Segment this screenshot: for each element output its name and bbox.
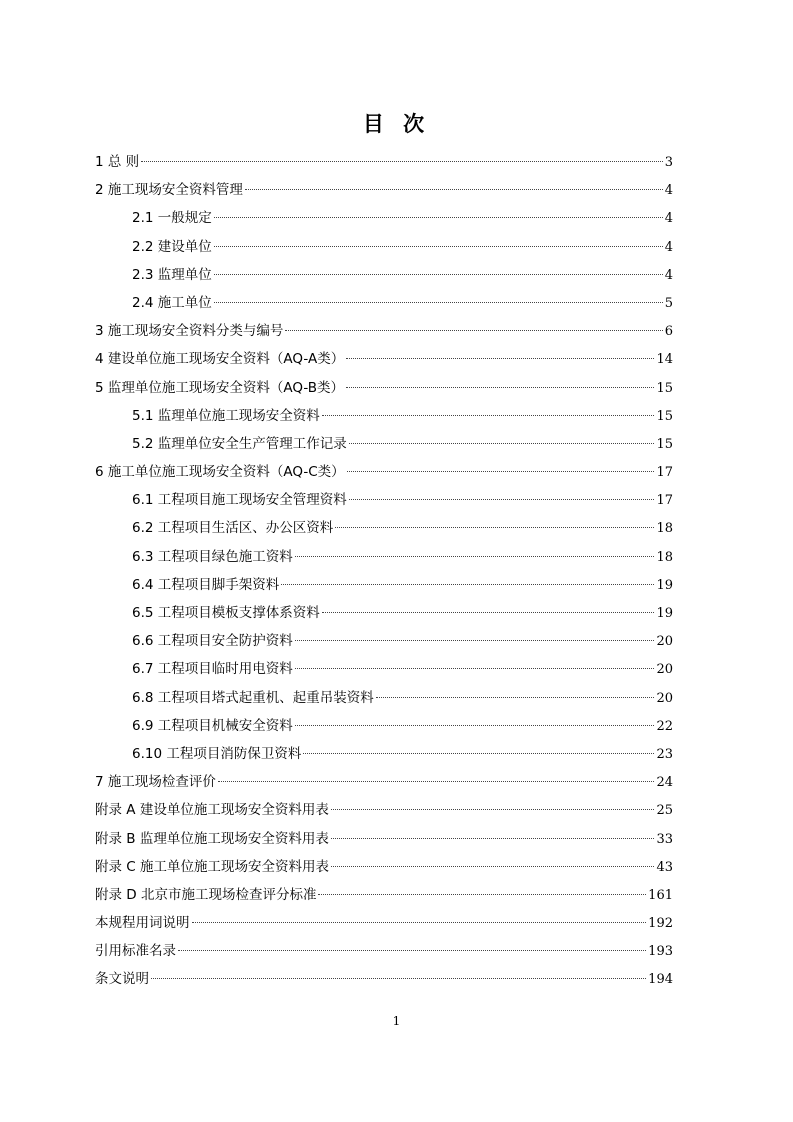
toc-dot-leader: [295, 556, 655, 557]
toc-entry-label: 5.2 监理单位安全生产管理工作记录: [132, 435, 347, 452]
toc-dot-leader: [346, 387, 654, 388]
toc-entry-label: 2.4 施工单位: [132, 294, 212, 311]
toc-entry-page: 161: [648, 887, 673, 903]
toc-entry[interactable]: [95, 853, 673, 881]
toc-dot-leader: [192, 922, 647, 923]
toc-entry-page: 4: [664, 239, 673, 255]
toc-entry-label: 附录 A 建设单位施工现场安全资料用表: [95, 802, 329, 819]
toc-dot-leader: [214, 246, 663, 247]
toc-dot-leader: [318, 894, 646, 895]
toc-dot-leader: [322, 612, 655, 613]
toc-entry[interactable]: [95, 430, 673, 458]
toc-dot-leader: [331, 809, 655, 810]
toc-dot-leader: [303, 753, 654, 754]
toc-entry-label: 6.1 工程项目施工现场安全管理资料: [132, 492, 347, 509]
toc-entry[interactable]: [95, 543, 673, 571]
toc-dot-leader: [214, 274, 663, 275]
toc-entry-page: 17: [656, 493, 673, 509]
toc-entry[interactable]: [95, 204, 673, 232]
toc-entry-label: 5 监理单位施工现场安全资料（AQ-B类）: [95, 379, 345, 396]
toc-entry[interactable]: [95, 261, 673, 289]
toc-entry-label: 6.8 工程项目塔式起重机、起重吊装资料: [132, 689, 374, 706]
toc-entry-label: 6.7 工程项目临时用电资料: [132, 661, 293, 678]
toc-entry[interactable]: [95, 825, 673, 853]
toc-entry-label: 附录 C 施工单位施工现场安全资料用表: [95, 858, 330, 875]
toc-entry-page: 6: [664, 324, 673, 340]
toc-dot-leader: [178, 950, 646, 951]
toc-entry-page: 3: [664, 155, 673, 170]
toc-entry-page: 20: [656, 690, 673, 706]
toc-dot-leader: [214, 217, 663, 218]
toc-entry[interactable]: [95, 571, 673, 599]
toc-entry-label: 2.2 建设单位: [132, 238, 212, 255]
toc-entry[interactable]: [95, 796, 673, 824]
toc-entry-label: 附录 D 北京市施工现场检查评分标准: [95, 886, 317, 903]
toc-entry[interactable]: [95, 233, 673, 261]
toc-entry-page: 15: [656, 380, 673, 396]
toc-dot-leader: [141, 161, 663, 162]
toc-entry[interactable]: [95, 655, 673, 683]
toc-entry-label: 1 总 则: [95, 154, 140, 170]
toc-dot-leader: [331, 838, 655, 839]
toc-entry-label: 5.1 监理单位施工现场安全资料: [132, 407, 320, 424]
toc-entry[interactable]: [95, 881, 673, 909]
toc-entry-page: 15: [656, 436, 673, 452]
toc-entry-label: 4 建设单位施工现场安全资料（AQ-A类）: [95, 351, 345, 368]
toc-entry[interactable]: [95, 458, 673, 486]
toc-entry-label: 7 施工现场检查评价: [95, 774, 216, 791]
toc-entry-page: 4: [664, 267, 673, 283]
toc-entry[interactable]: [95, 627, 673, 655]
toc-entry[interactable]: [95, 148, 673, 176]
toc-entry[interactable]: [95, 712, 673, 740]
toc-entry-page: 18: [656, 549, 673, 565]
toc-entry-label: 附录 B 监理单位施工现场安全资料用表: [95, 830, 329, 847]
toc-entry-page: 20: [656, 662, 673, 678]
toc-dot-leader: [295, 640, 655, 641]
toc-entry[interactable]: [95, 289, 673, 317]
toc-entry[interactable]: [95, 514, 673, 542]
toc-entry-label: 2.3 监理单位: [132, 266, 212, 283]
toc-dot-leader: [335, 527, 654, 528]
toc-entry-label: 6.3 工程项目绿色施工资料: [132, 548, 293, 565]
toc-dot-leader: [214, 302, 663, 303]
toc-entry[interactable]: [95, 768, 673, 796]
toc-entry-page: 17: [656, 465, 673, 481]
page-number: 1: [392, 1014, 401, 1028]
toc-entry[interactable]: [95, 599, 673, 627]
toc-entry-label: 2 施工现场安全资料管理: [95, 182, 243, 199]
toc-entry-page: 194: [648, 972, 673, 988]
toc-entry-page: 18: [656, 521, 673, 537]
toc-entry[interactable]: [95, 317, 673, 345]
toc-dot-leader: [346, 358, 654, 359]
toc-dot-leader: [331, 866, 654, 867]
toc-dot-leader: [347, 471, 655, 472]
toc-entry[interactable]: [95, 486, 673, 514]
toc-entry-label: 引用标准名录: [95, 943, 176, 960]
toc-entry-page: 23: [656, 746, 673, 762]
toc-entry-label: 6.6 工程项目安全防护资料: [132, 633, 293, 650]
toc-entry-page: 15: [656, 408, 673, 424]
toc-dot-leader: [218, 781, 655, 782]
toc-dot-leader: [322, 415, 655, 416]
toc-entry-label: 6.2 工程项目生活区、办公区资料: [132, 520, 334, 537]
toc-dot-leader: [151, 978, 646, 979]
toc-entry-label: 6.5 工程项目模板支撑体系资料: [132, 605, 320, 621]
table-of-contents: [95, 148, 673, 994]
toc-entry-page: 24: [656, 775, 673, 791]
toc-dot-leader: [295, 668, 655, 669]
toc-entry[interactable]: [95, 740, 673, 768]
toc-entry-page: 5: [664, 295, 673, 311]
toc-entry-label: 6.9 工程项目机械安全资料: [132, 717, 293, 734]
toc-entry-label: 6 施工单位施工现场安全资料（AQ-C类）: [95, 464, 345, 481]
toc-entry[interactable]: [95, 937, 673, 965]
toc-dot-leader: [349, 499, 655, 500]
toc-entry-page: 4: [664, 183, 673, 199]
toc-entry-label: 2.1 一般规定: [132, 210, 212, 227]
toc-entry-page: 43: [656, 859, 673, 875]
toc-dot-leader: [376, 697, 655, 698]
toc-entry-page: 25: [656, 803, 673, 819]
toc-entry-label: 6.4 工程项目脚手架资料: [132, 576, 280, 593]
toc-entry-page: 19: [656, 606, 673, 621]
toc-entry[interactable]: [95, 345, 673, 373]
toc-dot-leader: [349, 443, 655, 444]
toc-entry[interactable]: [95, 176, 673, 204]
toc-entry-label: 条文说明: [95, 971, 149, 988]
page-title: 目 次: [362, 111, 431, 136]
toc-entry[interactable]: [95, 684, 673, 712]
toc-entry-page: 4: [664, 211, 673, 227]
toc-entry-label: 本规程用词说明: [95, 915, 190, 932]
toc-entry-label: 6.10 工程项目消防保卫资料: [132, 745, 302, 762]
toc-entry[interactable]: [95, 909, 673, 937]
toc-entry-page: 19: [656, 577, 673, 593]
toc-entry-page: 22: [656, 718, 673, 734]
toc-entry-page: 192: [648, 916, 673, 932]
toc-entry[interactable]: [95, 402, 673, 430]
toc-dot-leader: [281, 584, 654, 585]
toc-entry[interactable]: [95, 965, 673, 993]
toc-entry-label: 3 施工现场安全资料分类与编号: [95, 323, 284, 340]
toc-entry[interactable]: [95, 374, 673, 402]
toc-entry-page: 20: [656, 634, 673, 650]
toc-entry-page: 33: [656, 831, 673, 847]
toc-dot-leader: [285, 330, 662, 331]
toc-dot-leader: [245, 189, 663, 190]
toc-dot-leader: [295, 725, 655, 726]
toc-entry-page: 193: [648, 944, 673, 960]
toc-entry-page: 14: [656, 352, 673, 368]
